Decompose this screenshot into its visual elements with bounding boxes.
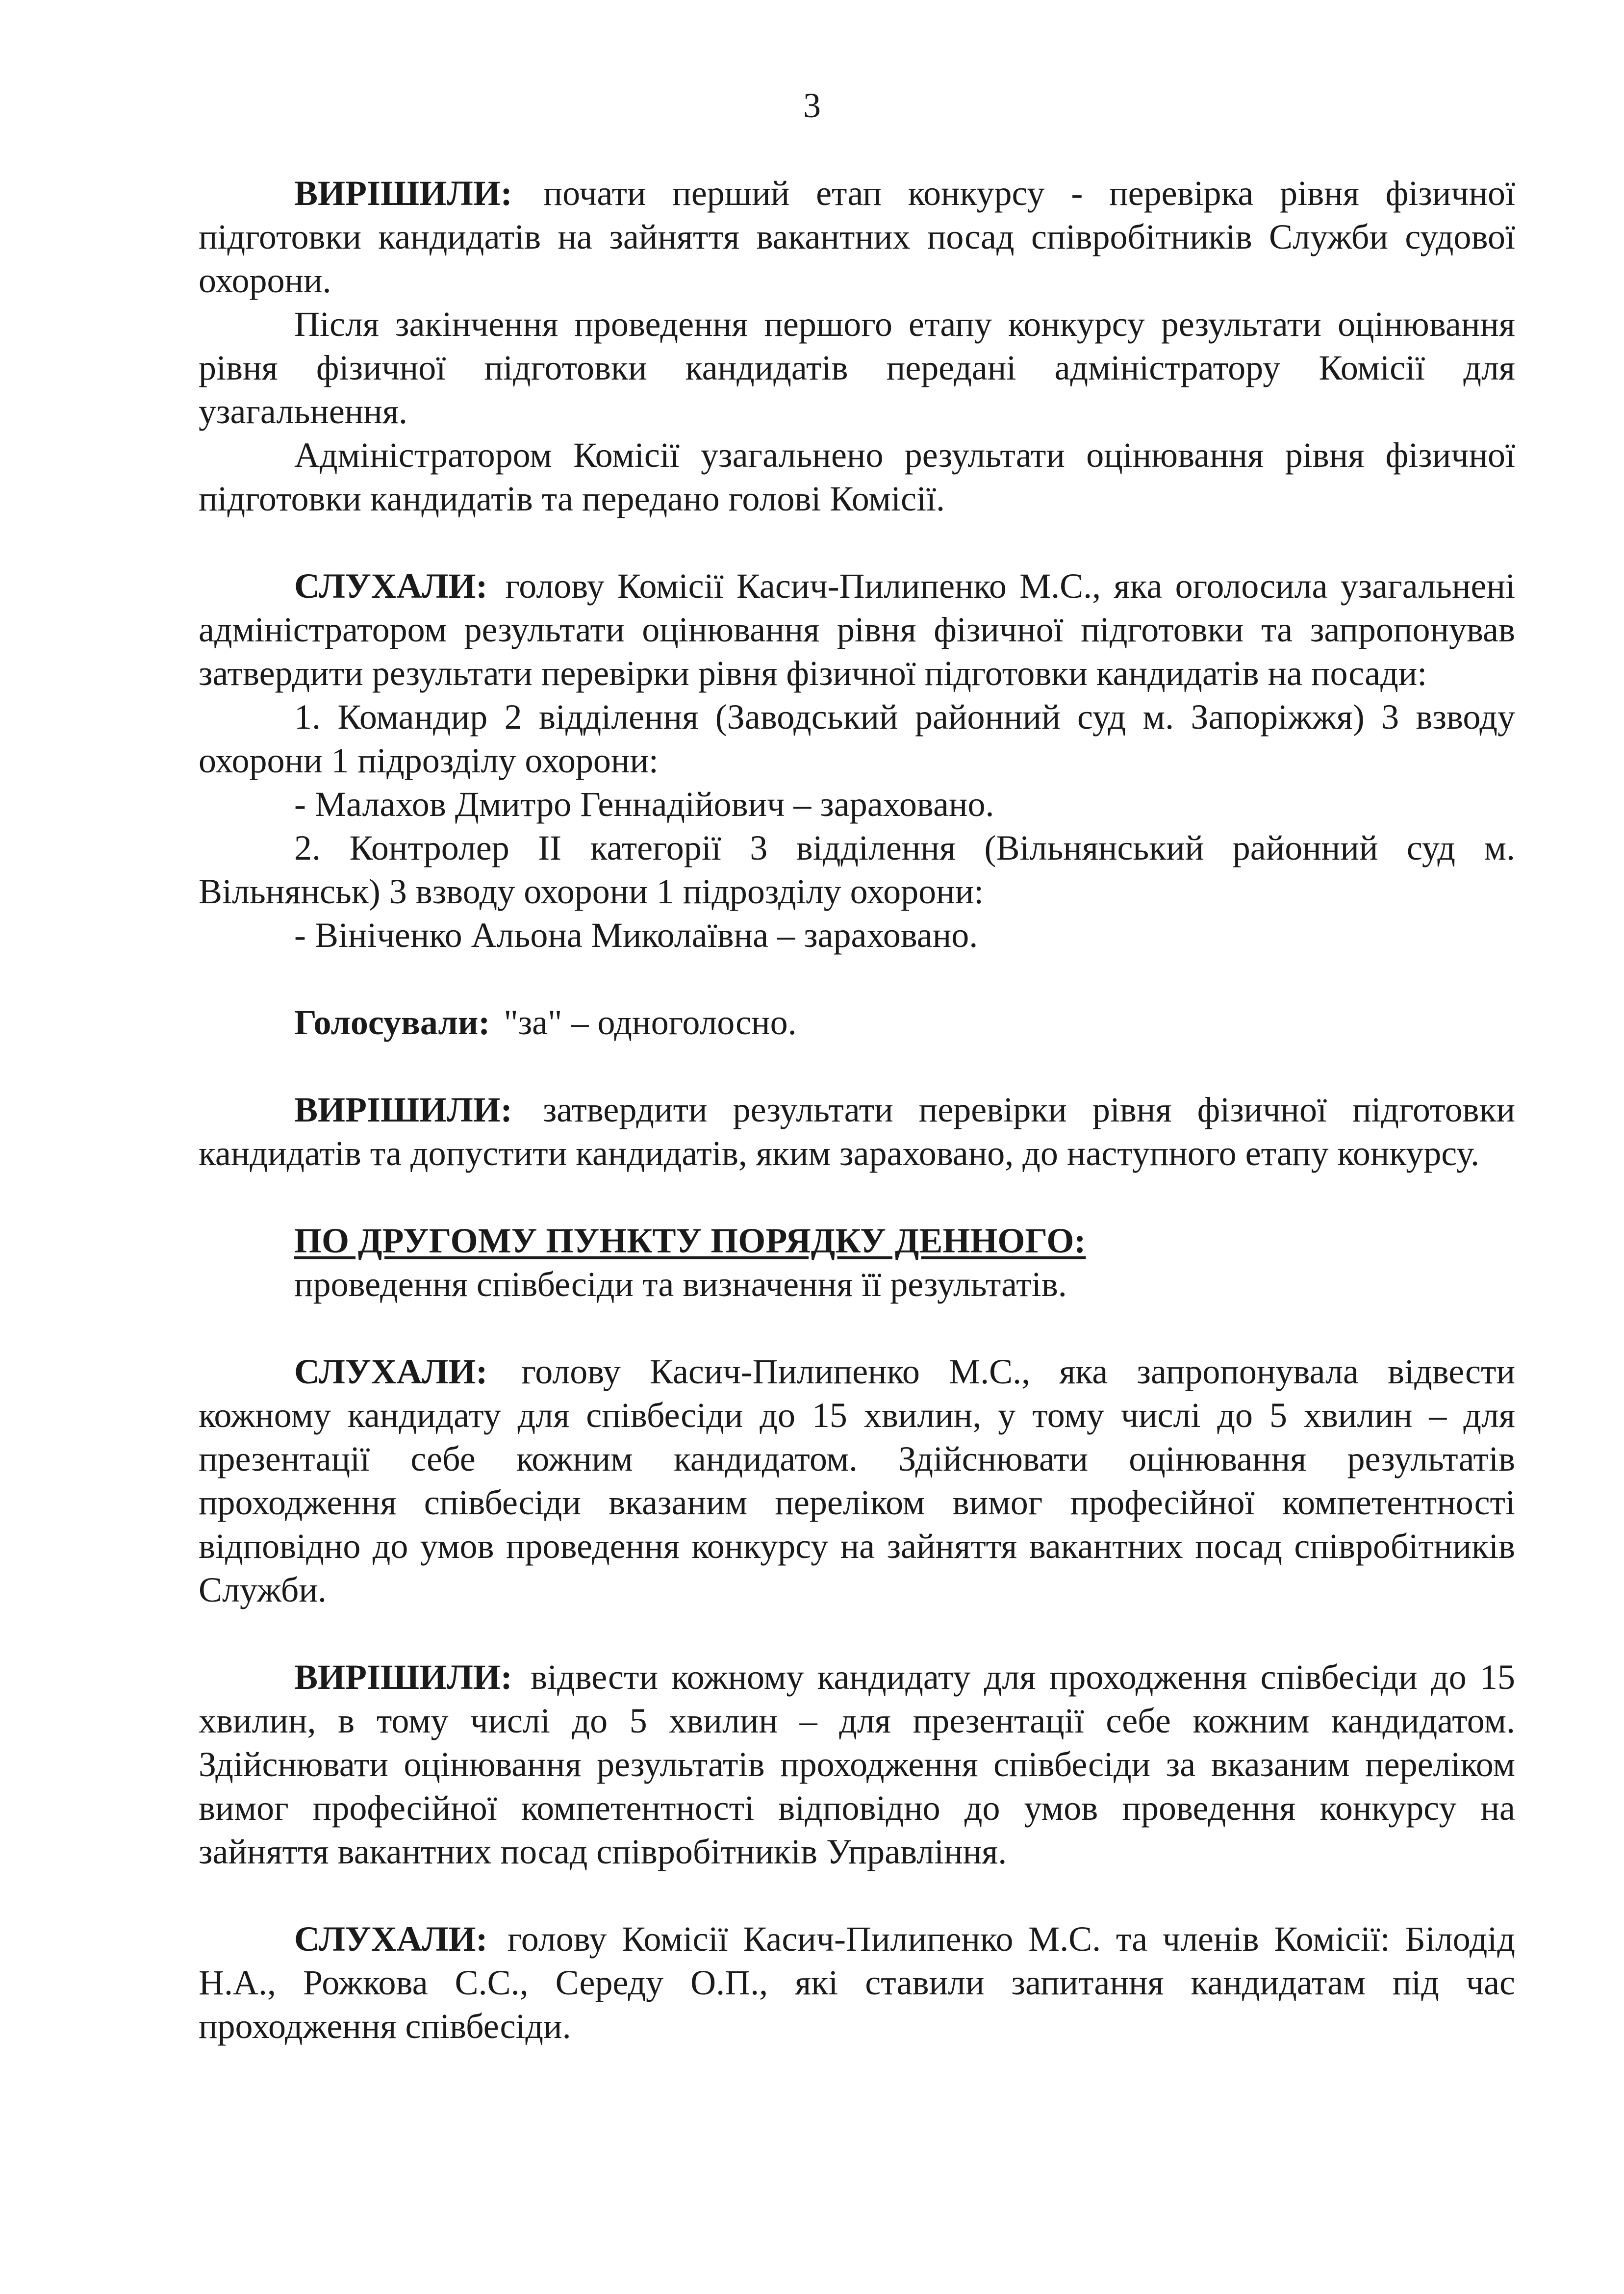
decided-label: ВИРІШИЛИ: bbox=[294, 1090, 512, 1129]
heard-label: СЛУХАЛИ: bbox=[294, 1352, 488, 1391]
page-number: 3 bbox=[803, 86, 821, 125]
position-title: 2. Контролер ІІ категорії 3 відділення (Вільнянський районний суд м. Вільнянськ) 3 взводу охорони 1 підрозділу охорони: bbox=[199, 828, 1515, 911]
agenda-item-subject: проведення співбесіди та визначення її результатів. bbox=[294, 1265, 1067, 1304]
candidate-result: - Малахов Дмитро Геннадійович – зараховано. bbox=[294, 785, 994, 824]
position-title: 1. Командир 2 відділення (Заводський районний суд м. Запоріжжя) 3 взводу охорони 1 підрозділу охорони: bbox=[199, 697, 1515, 780]
heard-label: СЛУХАЛИ: bbox=[294, 1919, 488, 1959]
vote-result: "за" – одноголосно. bbox=[504, 1003, 797, 1042]
heard-text: голову Комісії Касич-Пилипенко М.С., яка оголосила узагальнені адміністратором результати оцінювання рівня фізичної підготовки та запропонував затвердити результати перевірки рівня фізичної підготовки кандидатів на посади: bbox=[199, 566, 1516, 693]
heard-paragraph-2 bbox=[199, 1350, 1515, 1612]
decision-paragraph-3 bbox=[199, 1656, 1515, 1874]
decision-text: відвести кожному кандидату для проходження співбесіди до 15 хвилин, в тому числі до 5 хвилин – для презентації себе кожним кандидатом. Здійснювати оцінювання результатів проходження співбесіди за вказаним переліком вимог професійної компетентності відповідно до умов проведення конкурсу на зайняття вакантних посад співробітників Управління. bbox=[199, 1657, 1516, 1871]
decision-paragraph-1 bbox=[199, 172, 1515, 303]
candidate-result: - Вініченко Альона Миколаївна – зараховано. bbox=[294, 916, 978, 955]
voted-label: Голосували: bbox=[294, 1003, 490, 1042]
heard-label: СЛУХАЛИ: bbox=[294, 566, 488, 606]
administrator-paragraph: Адміністратором Комісії узагальнено результати оцінювання рівня фізичної підготовки кандидатів та передано голові Комісії. bbox=[199, 435, 1515, 518]
decided-label: ВИРІШИЛИ: bbox=[294, 174, 512, 213]
decided-label: ВИРІШИЛИ: bbox=[294, 1657, 512, 1697]
heard-paragraph-3 bbox=[199, 1917, 1515, 2048]
agenda-item-heading: ПО ДРУГОМУ ПУНКТУ ПОРЯДКУ ДЕННОГО: bbox=[294, 1221, 1086, 1260]
heard-text: голову Касич-Пилипенко М.С., яка запропонувала відвести кожному кандидату для співбесіди до 15 хвилин, у тому числі до 5 хвилин – для презентації себе кожним кандидатом. Здійснювати оцінювання результатів проходження співбесіди вказаним переліком вимог професійної компетентності відповідно до умов проведення конкурсу на зайняття вакантних посад співробітників Служби. bbox=[199, 1352, 1516, 1609]
vote-paragraph bbox=[199, 1001, 1515, 1045]
after-first-stage-paragraph: Після закінчення проведення першого етапу конкурсу результати оцінювання рівня фізичної підготовки кандидатів передані адміністратору Комісії для узагальнення. bbox=[199, 305, 1515, 431]
document-body bbox=[199, 172, 1515, 2048]
decision-text: почати перший етап конкурсу - перевірка рівня фізичної підготовки кандидатів на зайняття вакантних посад співробітників Служби судової охорони. bbox=[199, 174, 1515, 300]
heard-text: голову Комісії Касич-Пилипенко М.С. та членів Комісії: Білодід Н.А., Рожкова С.С., Середу О.П., які ставили запитання кандидатам під час проходження співбесіди. bbox=[199, 1919, 1515, 2046]
heard-paragraph-1 bbox=[199, 564, 1515, 695]
decision-text: затвердити результати перевірки рівня фізичної підготовки кандидатів та допустити кандидатів, яким зараховано, до наступного етапу конкурсу. bbox=[199, 1090, 1516, 1173]
decision-paragraph-2 bbox=[199, 1088, 1515, 1175]
